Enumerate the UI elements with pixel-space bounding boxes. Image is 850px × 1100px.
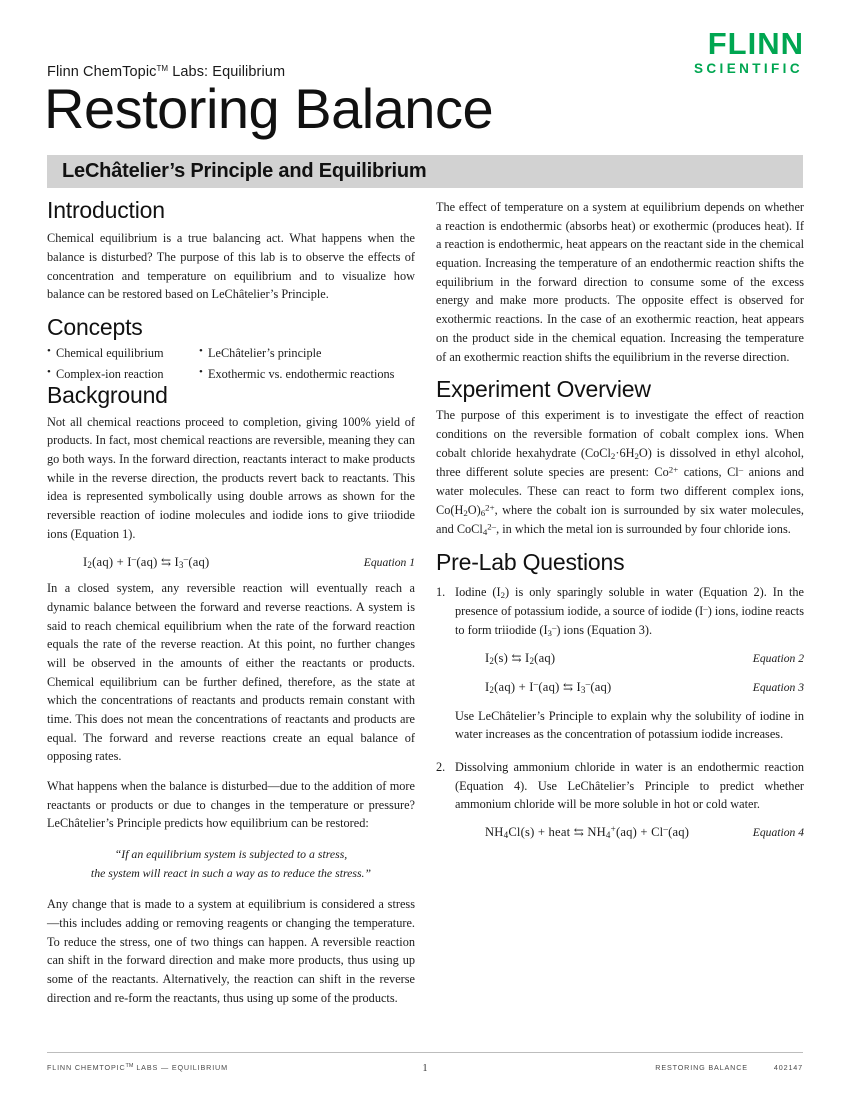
equation-3-expression [485, 678, 611, 698]
introduction-paragraph: Chemical equilibrium is a true balancing act. What happens when the balance is disturbed? The purpose of this lab is to observe the effects of concentration and temperature on equilibrium and to visualize how balance can be restored based on LeChâtelier’s Principle. [47, 231, 415, 302]
eq2-rhs-state: (aq) [534, 651, 556, 666]
hexaaqua-h2o-subscript: 2 [463, 507, 468, 518]
tetrachloro-charge: 2– [487, 521, 497, 532]
hexaaqua-six-subscript: 6 [480, 507, 486, 518]
footer-trademark-mark: TM [125, 1063, 134, 1069]
question-2-text: Dissolving ammonium chloride in water is an endothermic reaction (Equation 4). Use LeChâtelier’s Principle to predict whether ammonium chloride will be more soluble in hot or cold water. [455, 760, 804, 812]
eq4-nh4-symbol: NH [485, 825, 504, 840]
q1-triiodide-charge: – [551, 622, 557, 633]
eq4-nh4-subscript: 4 [503, 830, 509, 841]
q1-text-1: Iodine (I [455, 584, 501, 599]
eq2-lhs-subscript: 2 [489, 656, 495, 667]
prelab-question-1 [436, 583, 804, 744]
equation-4-expression [485, 823, 689, 843]
equation-3-label: Equation 3 [752, 680, 804, 694]
eq4-heat-term: heat [548, 825, 571, 840]
eq4-chloride-state: (aq) [668, 825, 690, 840]
equation-1-expression [83, 554, 209, 570]
eq1-triiodide-charge: – [183, 554, 189, 565]
overview-text-7: , where the cobalt ion is surrounded by six water molecules, and CoCl [436, 502, 804, 537]
eq1-iodide-charge: – [131, 554, 137, 565]
eq4-ammonium-subscript: 4 [605, 830, 611, 841]
eq2-rhs-symbol: I [525, 651, 530, 666]
q1-triiodide-subscript: 3 [547, 627, 552, 638]
heading-prelab-questions: Pre-Lab Questions [436, 549, 625, 576]
equation-2-label: Equation 2 [752, 652, 804, 666]
subtitle-text: LeChâtelier’s Principle and Equilibrium [62, 160, 427, 182]
heading-background: Background [47, 382, 168, 409]
eq1-iodide-symbol: I [127, 555, 132, 570]
kicker-before: Flinn ChemTopic [47, 64, 157, 80]
eq4-chloride-symbol: Cl [651, 825, 664, 840]
temperature-paragraph: The effect of temperature on a system at equilibrium depends on whether a reaction is endothermic (absorbs heat) or exothermic (produces heat). If a reaction is endothermic, heat appears on the reactant side in the chemical equation. Increasing the temperature of an endothermic reaction shifts the equilibrium in the forward direction to consume some of the excess energy and make more products. The opposite effect is observed for exothermic reactions. In the case of an exothermic reaction, heat appears on the product side in the chemical equation. Increasing the temperature of an exothermic reaction shifts the equilibrium in the reverse direction. [436, 200, 804, 364]
eq3-triiodide-charge: – [585, 679, 591, 690]
overview-text-1: The purpose of this experiment is to investigate the effect of reaction conditions on the reversible formation of cobalt complex ions. When cobalt chloride hexahydrate (CoCl [436, 408, 804, 460]
concepts-list [47, 344, 415, 383]
eq1-i2-subscript: 2 [87, 560, 93, 571]
eq4-cl-solid: Cl(s) [508, 825, 535, 840]
heading-introduction: Introduction [47, 197, 165, 223]
eq1-i2-symbol: I [83, 555, 88, 570]
flinn-scientific-logo [694, 28, 804, 76]
lechatelier-quote [73, 845, 389, 883]
eq3-iodide-symbol: I [529, 679, 534, 694]
eq3-i2-symbol: I [485, 679, 490, 694]
background-paragraph-4: Any change that is made to a system at equilibrium is considered a stress—this includes adding or removing reagents or changing the temperature. To reduce the stress, one of two things can happen. A reversible reaction can shift in the forward direction and make more products, thus using up some of the reactants. Alternatively, the reaction can shift in the reverse direction and re-form the reactants, thus using up some of the products. [47, 897, 415, 1005]
equilibrium-arrow-icon: ⇆ [562, 679, 573, 694]
eq3-iodide-state: (aq) [538, 679, 560, 694]
equilibrium-arrow-icon: ⇆ [511, 651, 522, 666]
question-1-followup: Use LeChâtelier’s Principle to explain why the solubility of iodine in water increases as the concentration of potassium iodide increases. [455, 708, 804, 742]
eq3-iodide-charge: – [533, 679, 539, 690]
background-paragraph-3: What happens when the balance is disturbed—due to the addition of more reactants or products or due to changes in the temperature or pressure? LeChâtelier’s Principle predicts how equilibrium can be restored: [47, 779, 415, 831]
question-2-body [455, 758, 804, 852]
footer-left-before: FLINN CHEMTOPIC [47, 1063, 126, 1072]
eq3-i2-subscript: 2 [489, 684, 495, 695]
overview-text-8: , in which the metal ion is surrounded by four chloride ions. [496, 522, 791, 537]
tetrachloro-subscript: 4 [482, 526, 488, 537]
left-column [47, 198, 415, 1007]
equilibrium-arrow-icon: ⇆ [573, 825, 584, 840]
footer-activity-title: RESTORING BALANCE [655, 1063, 748, 1072]
footer-divider [47, 1052, 803, 1053]
equation-1-row [47, 554, 415, 570]
question-1-body [455, 583, 804, 744]
heading-experiment-overview: Experiment Overview [436, 376, 651, 403]
q1-i2-subscript: 2 [500, 589, 505, 600]
eq4-ammonium-symbol: NH [587, 825, 606, 840]
eq4-plus-2: + [640, 825, 648, 840]
experiment-overview-paragraph [436, 406, 804, 539]
eq4-ammonium-state: (aq) [615, 825, 638, 840]
footer-left-after: LABS — EQUILIBRIUM [136, 1063, 228, 1072]
eq3-triiodide-state: (aq) [590, 679, 612, 694]
eq3-plus: + [518, 679, 526, 694]
subtitle-banner [47, 155, 803, 188]
background-paragraph-1: Not all chemical reactions proceed to completion, giving 100% yield of products. In fact, most chemical reactions are reversible, meaning they can go both ways. In the forward direction, reactants interact to make products while in the reverse direction, the products revert back to reactants. This idea is represented symbolically using double arrows as shown for the reversible reaction of iodine molecules and iodide ions to give triiodide ions (Equation 1). [47, 414, 415, 541]
logo-flinn-wordmark: FLINN [707, 26, 804, 61]
equation-4-label: Equation 4 [752, 826, 804, 840]
eq1-triiodide-state: (aq) [188, 555, 210, 570]
equation-2-expression [485, 649, 555, 669]
footer-product-code: 402147 [773, 1063, 803, 1072]
h2o-subscript: 2 [634, 450, 639, 461]
q1-iodide-charge: – [703, 603, 708, 614]
trademark-mark: TM [156, 64, 169, 73]
hexaaqua-charge: 2+ [485, 501, 495, 512]
eq2-lhs-state: (s) [494, 651, 509, 666]
background-paragraph-2: In a closed system, any reversible reaction will eventually reach a dynamic balance between the forward and reverse reactions. A system is said to reach chemical equilibrium when the rate of the forward reaction equals the rate of the reverse reaction. At this point, no further changes will be observed in the amounts of either the reactants or products. Chemical equilibrium can be further defined, therefore, as the state at which the concentrations of reactants and products remain constant with time. This does not mean the concentrations of reactants and products are equal. The forward and reverse reactions create an equal balance of opposing rates. [47, 581, 415, 764]
question-1-number: 1. [436, 584, 446, 599]
eq3-i2-state: (aq) [494, 679, 516, 694]
cobalt-charge: 2+ [668, 464, 679, 475]
chloride-charge: – [738, 464, 744, 475]
overview-text-4: cations, Cl [678, 465, 739, 480]
q1-text-2: ) is only sparingly soluble in water (Equation 2). In the presence of potassium iodide, a source of iodide (I [455, 584, 804, 619]
eq1-triiodide-symbol: I [174, 555, 179, 570]
page-title: Restoring Balance [44, 77, 494, 140]
question-2-number: 2. [436, 760, 446, 775]
kicker-after: Labs: Equilibrium [172, 64, 286, 80]
equation-2-row [455, 649, 804, 669]
eq1-i2-state: (aq) [92, 555, 114, 570]
equation-3-row [455, 678, 804, 698]
eq1-plus: + [116, 555, 124, 570]
eq4-chloride-charge: – [663, 824, 669, 835]
cocl2-subscript: 2 [610, 450, 616, 461]
eq4-ammonium-charge: + [610, 824, 616, 835]
overview-text-6: O) [467, 502, 481, 517]
question-1-text [455, 583, 804, 640]
footer-activity-label [655, 1063, 803, 1072]
eq1-triiodide-subscript: 3 [178, 560, 184, 571]
heading-concepts: Concepts [47, 314, 143, 341]
equation-4-row [455, 823, 804, 843]
eq2-rhs-subscript: 2 [529, 656, 535, 667]
eq4-plus-1: + [537, 825, 546, 840]
overview-text-3: O) is dissolved in ethyl alcohol, three different solute species are present: Co [436, 445, 804, 480]
concept-item: • Exothermic vs. endothermic reactions [199, 365, 415, 383]
eq2-lhs-symbol: I [485, 651, 490, 666]
eq3-triiodide-symbol: I [576, 679, 581, 694]
eq1-iodide-state: (aq) [136, 555, 158, 570]
concept-item: • LeChâtelier’s principle [199, 344, 415, 362]
eq3-triiodide-subscript: 3 [580, 684, 586, 695]
equilibrium-arrow-icon: ⇆ [160, 555, 171, 570]
page-number: 1 [422, 1063, 428, 1074]
prelab-question-2 [436, 758, 804, 852]
right-column [436, 198, 804, 852]
quote-line-2: the system will react in such a way as to reduce the stress.” [90, 866, 372, 881]
equation-1-label: Equation 1 [363, 556, 415, 570]
quote-line-1: “If an equilibrium system is subjected to a stress, [114, 847, 348, 862]
logo-scientific-wordmark: SCIENTIFIC [693, 61, 803, 76]
concept-item: • Complex-ion reaction [47, 365, 199, 383]
concept-item: • Chemical equilibrium [47, 344, 199, 362]
overview-text-5: anions and water molecules. These can react to form two different complex ions, Co(H [436, 465, 804, 517]
q1-text-4: ) ions (Equation 3). [556, 622, 653, 637]
q1-text-3: ) ions, iodine reacts to form triiodide (I [455, 604, 804, 637]
overview-text-2: ·6H [615, 445, 635, 460]
